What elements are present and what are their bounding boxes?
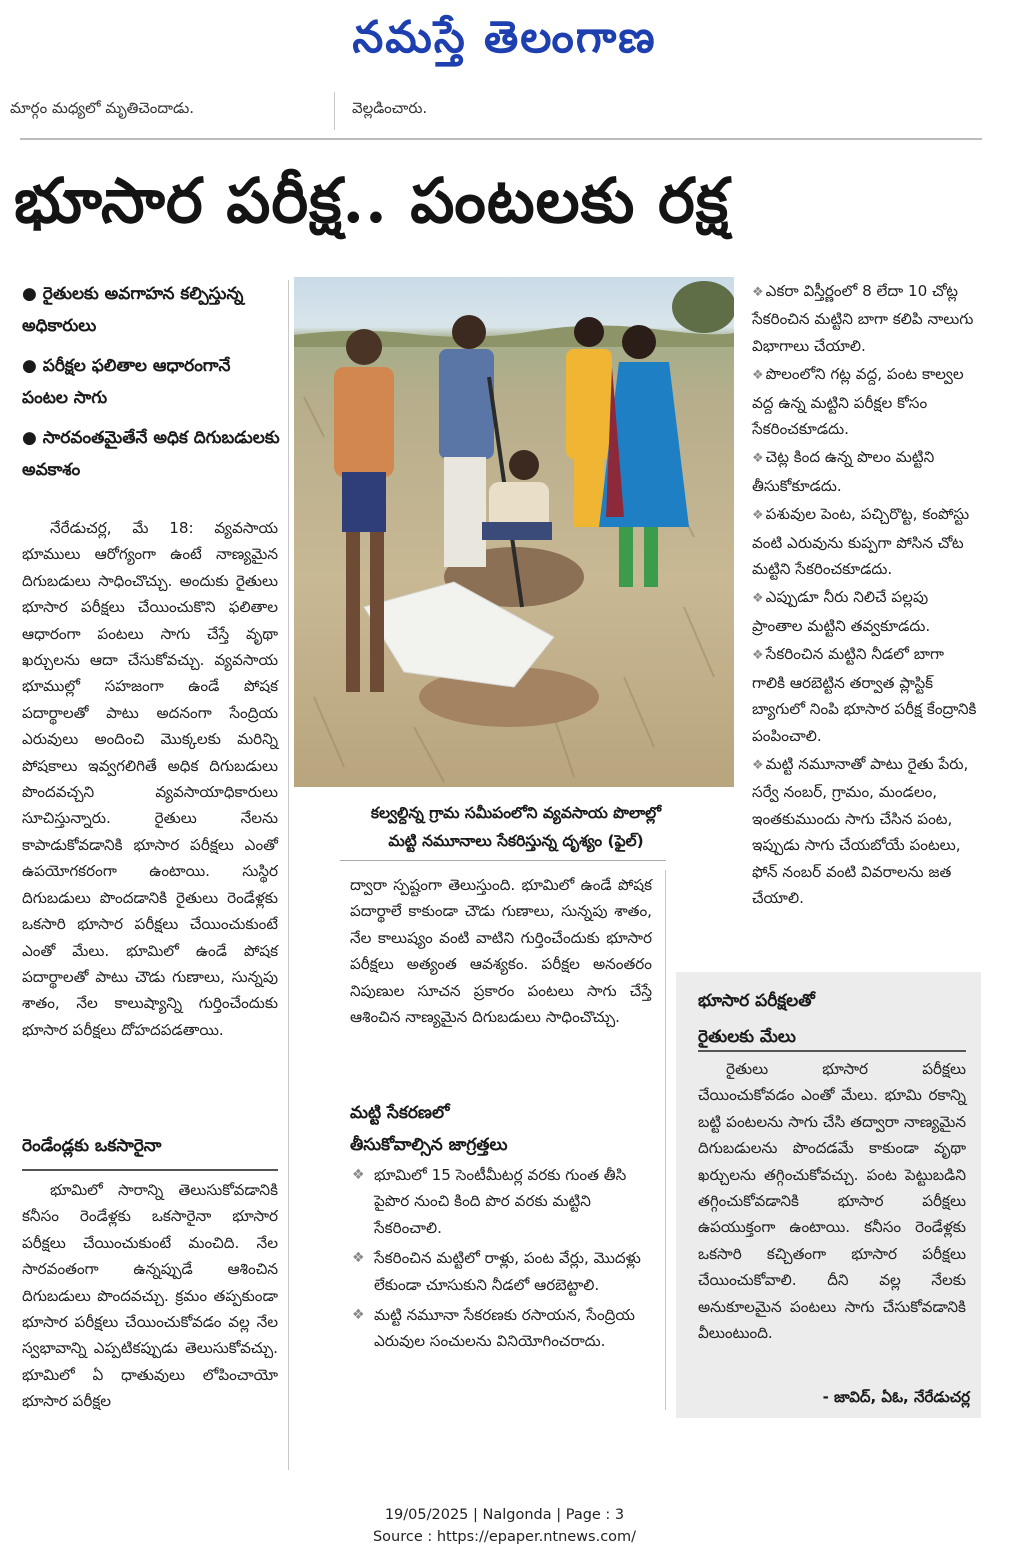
box-title-line1: భూసార పరీక్షలతో bbox=[698, 991, 815, 1011]
tip-item bbox=[752, 751, 980, 911]
diamond-bullet-icon: ❖ bbox=[352, 1167, 365, 1183]
article-intro-column bbox=[22, 515, 278, 1043]
section-precautions bbox=[350, 1100, 652, 1158]
tip-item bbox=[752, 641, 980, 749]
tip-text: పొలంలోని గట్ల వద్ద, పంట కాల్వల వద్ద ఉన్న మట్టిని పరీక్షల కోసం సేకరించకూడదు. bbox=[752, 365, 964, 439]
photo-caption bbox=[300, 799, 732, 855]
tip-item bbox=[752, 584, 980, 639]
precaution-text: భూమిలో 15 సెంటీమీటర్ల వరకు గుంత తీసి పైపొర నుంచి కింది పొర వరకు మట్టిని సేకరించాలి. bbox=[374, 1166, 627, 1237]
highlight-3: ● సారవంతమైతేనే అధిక దిగుబడులకు అవకాశం bbox=[22, 428, 280, 480]
expert-quote-body bbox=[698, 1050, 966, 1346]
highlight-text: సారవంతమైతేనే అధిక దిగుబడులకు అవకాశం bbox=[22, 428, 280, 480]
precaution-text: సేకరించిన మట్టిలో రాళ్లు, పంట వేర్లు, మొదళ్లు లేకుండా చూసుకుని నీడలో ఆరబెట్టాలి. bbox=[374, 1249, 641, 1294]
prev-article-snippet-left: మార్గం మధ్యలో మృతిచెందాడు. bbox=[10, 99, 195, 117]
diamond-bullet-icon: ❖ bbox=[752, 757, 764, 773]
section-body bbox=[22, 1169, 278, 1415]
highlight-1: ● రైతులకు అవగాహన కల్పిస్తున్న అధికారులు bbox=[22, 284, 244, 336]
precaution-item bbox=[348, 1162, 652, 1241]
caption-line: కల్వల్దిన్న గ్రామ సమీపంలోని వ్యవసాయ పొలాల్లో bbox=[370, 804, 662, 822]
column-divider bbox=[665, 870, 666, 1410]
article-headline: భూసార పరీక్ష.. పంటలకు రక్ష bbox=[14, 164, 730, 237]
page-footer bbox=[0, 1504, 1009, 1548]
intro-paragraph: నేరేడుచర్ల, మే 18: వ్యవసాయ భూములు ఆరోగ్యంగా ఉంటే నాణ్యమైన దిగుబడులు సాధించొచ్చు. అందుకు రైతులు భూసార పరీక్షలు చేయించుకొని ఫలితాల ఆధారంగా పంటలు సాగు చేస్తే వృథా ఖర్చులను ఆదా చేసుకోవచ్చు. వ్యవసాయ భూముల్లో సహజంగా ఉండే పోషక పదార్థాలతో పాటు అదనంగా సేంద్రియ ఎరువులు అందించి మొక్కలకు మరిన్ని పోషకాలు ఇవ్వగలిగితే అధిక దిగుబడులు పొందవచ్చని వ్యవసాయాధికారులు సూచిస్తున్నారు. రైతులు నేలను కాపాడుకోవడానికి భూసార పరీక్షలు ఎంతో ఉపయోగకరంగా ఉంటాయి. సుస్థిర దిగుబడులు పొందడానికి రైతులు రెండేళ్లకు ఒకసారి భూసార పరీక్షలు చేయించుకుంటే ఎంతో మేలు. భూమిలో ఉండే పోషక పదార్థాలతో పాటు చౌడు గుణాలు, సున్నపు శాతం, నేల కాలుష్యాన్ని గుర్తించేందుకు భూసార పరీక్షలు దోహదపడతాయి. bbox=[22, 519, 278, 1039]
diamond-bullet-icon: ❖ bbox=[752, 648, 764, 664]
masthead-logo: నమస్తే తెలంగాణ bbox=[352, 12, 657, 63]
section-paragraph: భూమిలో సారాన్ని తెలుసుకోవడానికి కనీసం రెండేళ్లకు ఒకసారైనా భూసార పరీక్షలు చేయించుకుంటే మంచిది. నేల సారవంతంగా ఉన్నప్పుడే ఆశించిన దిగుబడులు పొందవచ్చు. క్రమం తప్పకుండా భూసార పరీక్షలు చేయించుకోవడం వల్ల నేల స్వభావాన్ని ఎప్పటికప్పుడు తెలుసుకోవచ్చు. భూమిలో ఏ ధాతువులు లోపించాయో భూసార పరీక్షల bbox=[22, 1181, 278, 1411]
highlight-2: ● పరీక్షల ఫలితాల ఆధారంగానే పంటల సాగు bbox=[22, 356, 231, 408]
expert-quote-title bbox=[698, 988, 968, 1050]
tip-text: పశువుల పెంట, పచ్చిరొట్ట, కంపోస్టు వంటి ఎరువును కుప్పగా పోసిన చోట మట్టిని సేకరించకూడదు. bbox=[752, 505, 970, 579]
precautions-list bbox=[348, 1162, 652, 1359]
diamond-bullet-icon: ❖ bbox=[752, 508, 764, 524]
precaution-item bbox=[348, 1245, 652, 1298]
tip-text: సేకరించిన మట్టిని నీడలో బాగా గాలికి ఆరబెట్టిన తర్వాత ప్లాస్టిక్ బ్యాగులో నింపి భూసార పరీక్ష కేంద్రానికి పంపించాలి. bbox=[752, 645, 977, 745]
section-title: రెండేండ్లకు ఒకసారైనా bbox=[22, 1136, 162, 1156]
soil-sampling-photo bbox=[294, 277, 734, 787]
column-divider bbox=[288, 280, 289, 1470]
byline: - జావిద్, ఏఓ, నేరేడుచర్ల bbox=[822, 1388, 970, 1406]
tip-text: ఎప్పుడూ నీరు నిలిచే పల్లపు ప్రాంతాల మట్టిని తవ్వకూడదు. bbox=[752, 588, 931, 635]
precaution-text: మట్టి నమూనా సేకరణకు రసాయన, సేంద్రియ ఎరువుల సంచులను వినియోగించరాదు. bbox=[374, 1306, 635, 1351]
highlights bbox=[22, 278, 282, 494]
diamond-bullet-icon: ❖ bbox=[752, 451, 764, 467]
box-title-line2: రైతులకు మేలు bbox=[698, 1027, 796, 1047]
middle-column-text bbox=[350, 872, 652, 1030]
tip-text: చెట్ల కింద ఉన్న పొలం మట్టిని తీసుకోకూడదు. bbox=[752, 448, 935, 495]
diamond-bullet-icon: ❖ bbox=[752, 285, 764, 300]
diamond-bullet-icon: ❖ bbox=[752, 368, 764, 384]
section-twoyears bbox=[22, 1133, 278, 1415]
top-divider bbox=[20, 138, 982, 140]
highlight-text: రైతులకు అవగాహన కల్పిస్తున్న అధికారులు bbox=[22, 284, 244, 336]
tip-item bbox=[752, 444, 980, 499]
tip-text: ఎకరా విస్తీర్ణంలో 8 లేదా 10 చోట్ల సేకరించిన మట్టిని బాగా కలిపి నాలుగు విభాగాలు చేయాలి. bbox=[752, 282, 974, 355]
middle-paragraph: ద్వారా స్పష్టంగా తెలుస్తుంది. భూమిలో ఉండే పోషక పదార్థాలే కాకుండా చౌడు గుణాలు, సున్నపు శాతం, నేల కాలుష్యం వంటి వాటిని గుర్తించేందుకు భూసార పరీక్షలు అత్యంత ఆవశ్యకం. పరీక్షల అనంతరం నిపుణుల సూచన ప్రకారం పంటలు సాగు చేస్తే ఆశించిన నాణ్యమైన దిగుబడులు సాధించొచ్చు. bbox=[350, 876, 652, 1027]
tip-item bbox=[752, 361, 980, 442]
article-photo bbox=[294, 277, 734, 787]
highlight-text: పరీక్షల ఫలితాల ఆధారంగానే పంటల సాగు bbox=[22, 356, 231, 408]
box-paragraph: రైతులు భూసార పరీక్షలు చేయించుకోవడం ఎంతో మేలు. భూమి రకాన్ని బట్టి పంటలను సాగు చేసి తద్వారా నాణ్యమైన దిగుబడులను పొందడమే కాకుండా వృథా ఖర్చులను తగ్గించుకోవచ్చు. పంట పెట్టుబడిని తగ్గించుకోవడానికి భూసార పరీక్షలు ఉపయుక్తంగా ఉంటాయి. కనీసం రెండేళ్లకు ఒకసారి కచ్చితంగా భూసార పరీక్షలు చేయించుకోవాలి. దీని వల్ల నేలకు అనుకూలమైన పంటలు సాగు చేసుకోవడానికి వీలుంటుంది. bbox=[698, 1060, 966, 1343]
right-column-tips bbox=[752, 278, 980, 913]
section-title-line1: మట్టి సేకరణలో bbox=[350, 1103, 450, 1123]
diamond-bullet-icon: ❖ bbox=[352, 1307, 365, 1324]
tip-item bbox=[752, 278, 980, 359]
column-divider bbox=[334, 92, 335, 130]
precaution-item bbox=[348, 1302, 652, 1355]
caption-line: మట్టి నమూనాలు సేకరిస్తున్న దృశ్యం (ఫైల్) bbox=[388, 832, 644, 850]
tip-item bbox=[752, 501, 980, 582]
tip-text: మట్టి నమూనాతో పాటు రైతు పేరు, సర్వే నంబర్, గ్రామం, మండలం, ఇంతకుముందు సాగు చేసిన పంట, ఇప్పుడు సాగు చేయబోయే పంటలు, ఫోన్ నంబర్ వంటి వివరాలను జత చేయాలి. bbox=[752, 754, 969, 907]
section-title-line2: తీసుకోవాల్సిన జాగ్రత్తలు bbox=[350, 1135, 508, 1155]
footer-source: Source : https://epaper.ntnews.com/ bbox=[372, 1529, 637, 1545]
caption-divider bbox=[340, 860, 666, 861]
footer-date-edition: 19/05/2025 | Nalgonda | Page : 3 bbox=[384, 1507, 625, 1523]
diamond-bullet-icon: ❖ bbox=[352, 1250, 365, 1267]
diamond-bullet-icon: ❖ bbox=[752, 591, 764, 607]
prev-article-snippet-right: వెల్లడించారు. bbox=[352, 99, 428, 117]
